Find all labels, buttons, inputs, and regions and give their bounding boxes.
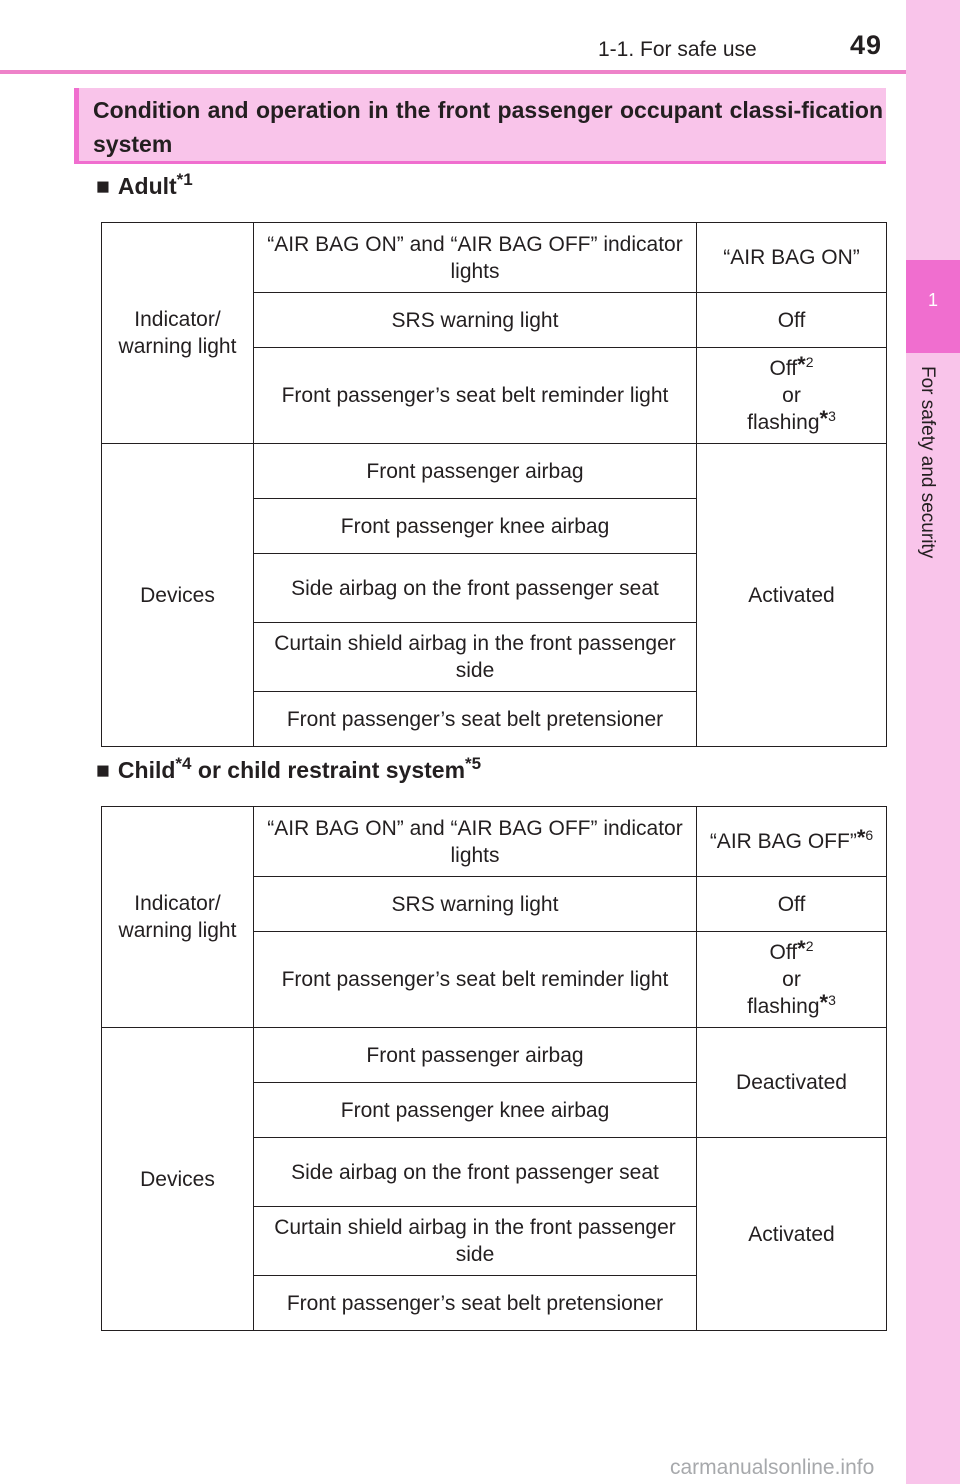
child-heading-text-2: or child restraint system — [197, 757, 466, 783]
square-bullet-icon: ■ — [96, 757, 110, 783]
status-cell: “AIR BAG ON” — [697, 223, 887, 293]
table-cell: Front passenger’s seat belt pretensioner — [254, 692, 697, 747]
indicator-label-cell: Indicator/ warning light — [102, 223, 254, 444]
table-cell: Front passenger airbag — [254, 444, 697, 499]
page-number: 49 — [850, 30, 883, 60]
footnote-ref: *1 — [176, 170, 193, 189]
table-cell: Front passenger’s seat belt reminder light — [254, 348, 697, 444]
section-title: Condition and operation in the front passenger occupant classi-fication system — [93, 97, 883, 157]
devices-label-cell: Devices — [102, 1028, 254, 1331]
table-cell: Curtain shield airbag in the front passenger side — [254, 623, 697, 692]
adult-heading — [96, 170, 193, 200]
square-bullet-icon: ■ — [96, 173, 110, 199]
adult-heading-text: Adult — [117, 173, 177, 199]
table-cell: Front passenger knee airbag — [254, 499, 697, 554]
table-cell: Curtain shield airbag in the front passenger side — [254, 1207, 697, 1276]
status-cell: Off — [697, 293, 887, 348]
indicator-label-cell: Indicator/ warning light — [102, 807, 254, 1028]
table-cell: Front passenger airbag — [254, 1028, 697, 1083]
table-cell: Front passenger’s seat belt reminder light — [254, 932, 697, 1028]
table-cell: SRS warning light — [254, 877, 697, 932]
status-cell: Activated — [697, 444, 887, 747]
header-rule — [0, 70, 906, 74]
table-cell: “AIR BAG ON” and “AIR BAG OFF” indicator lights — [254, 223, 697, 293]
chapter-tab-number: 1 — [927, 290, 938, 310]
table-cell: Front passenger knee airbag — [254, 1083, 697, 1138]
table-cell: “AIR BAG ON” and “AIR BAG OFF” indicator lights — [254, 807, 697, 877]
table-row — [102, 1028, 887, 1083]
table-cell: Front passenger’s seat belt pretensioner — [254, 1276, 697, 1331]
footnote-ref: *4 — [175, 754, 192, 773]
child-heading-text: Child — [117, 757, 176, 783]
footnote-ref: *5 — [465, 754, 482, 773]
status-cell: Off$^{*2}$ or flashing$^{*3}$ — [697, 348, 887, 444]
table-row — [102, 807, 887, 877]
table-cell: SRS warning light — [254, 293, 697, 348]
devices-label-cell: Devices — [102, 444, 254, 747]
side-strip — [906, 0, 960, 1484]
status-cell: Off — [697, 877, 887, 932]
chapter-caption: For safety and security — [917, 366, 938, 559]
status-cell: Deactivated — [697, 1028, 887, 1138]
child-table — [101, 806, 887, 1331]
table-row — [102, 444, 887, 499]
child-heading — [96, 754, 482, 784]
table-cell: Side airbag on the front passenger seat — [254, 554, 697, 623]
status-cell: Off$^{*2}$ or flashing$^{*3}$ — [697, 932, 887, 1028]
table-row — [102, 223, 887, 293]
table-cell: Side airbag on the front passenger seat — [254, 1138, 697, 1207]
status-cell: Activated — [697, 1138, 887, 1331]
watermark: carmanualsonline.info — [670, 1456, 875, 1479]
running-head: 1-1. For safe use — [598, 38, 757, 61]
status-cell: “AIR BAG OFF”$^{*6}$ — [697, 807, 887, 877]
adult-table — [101, 222, 887, 747]
